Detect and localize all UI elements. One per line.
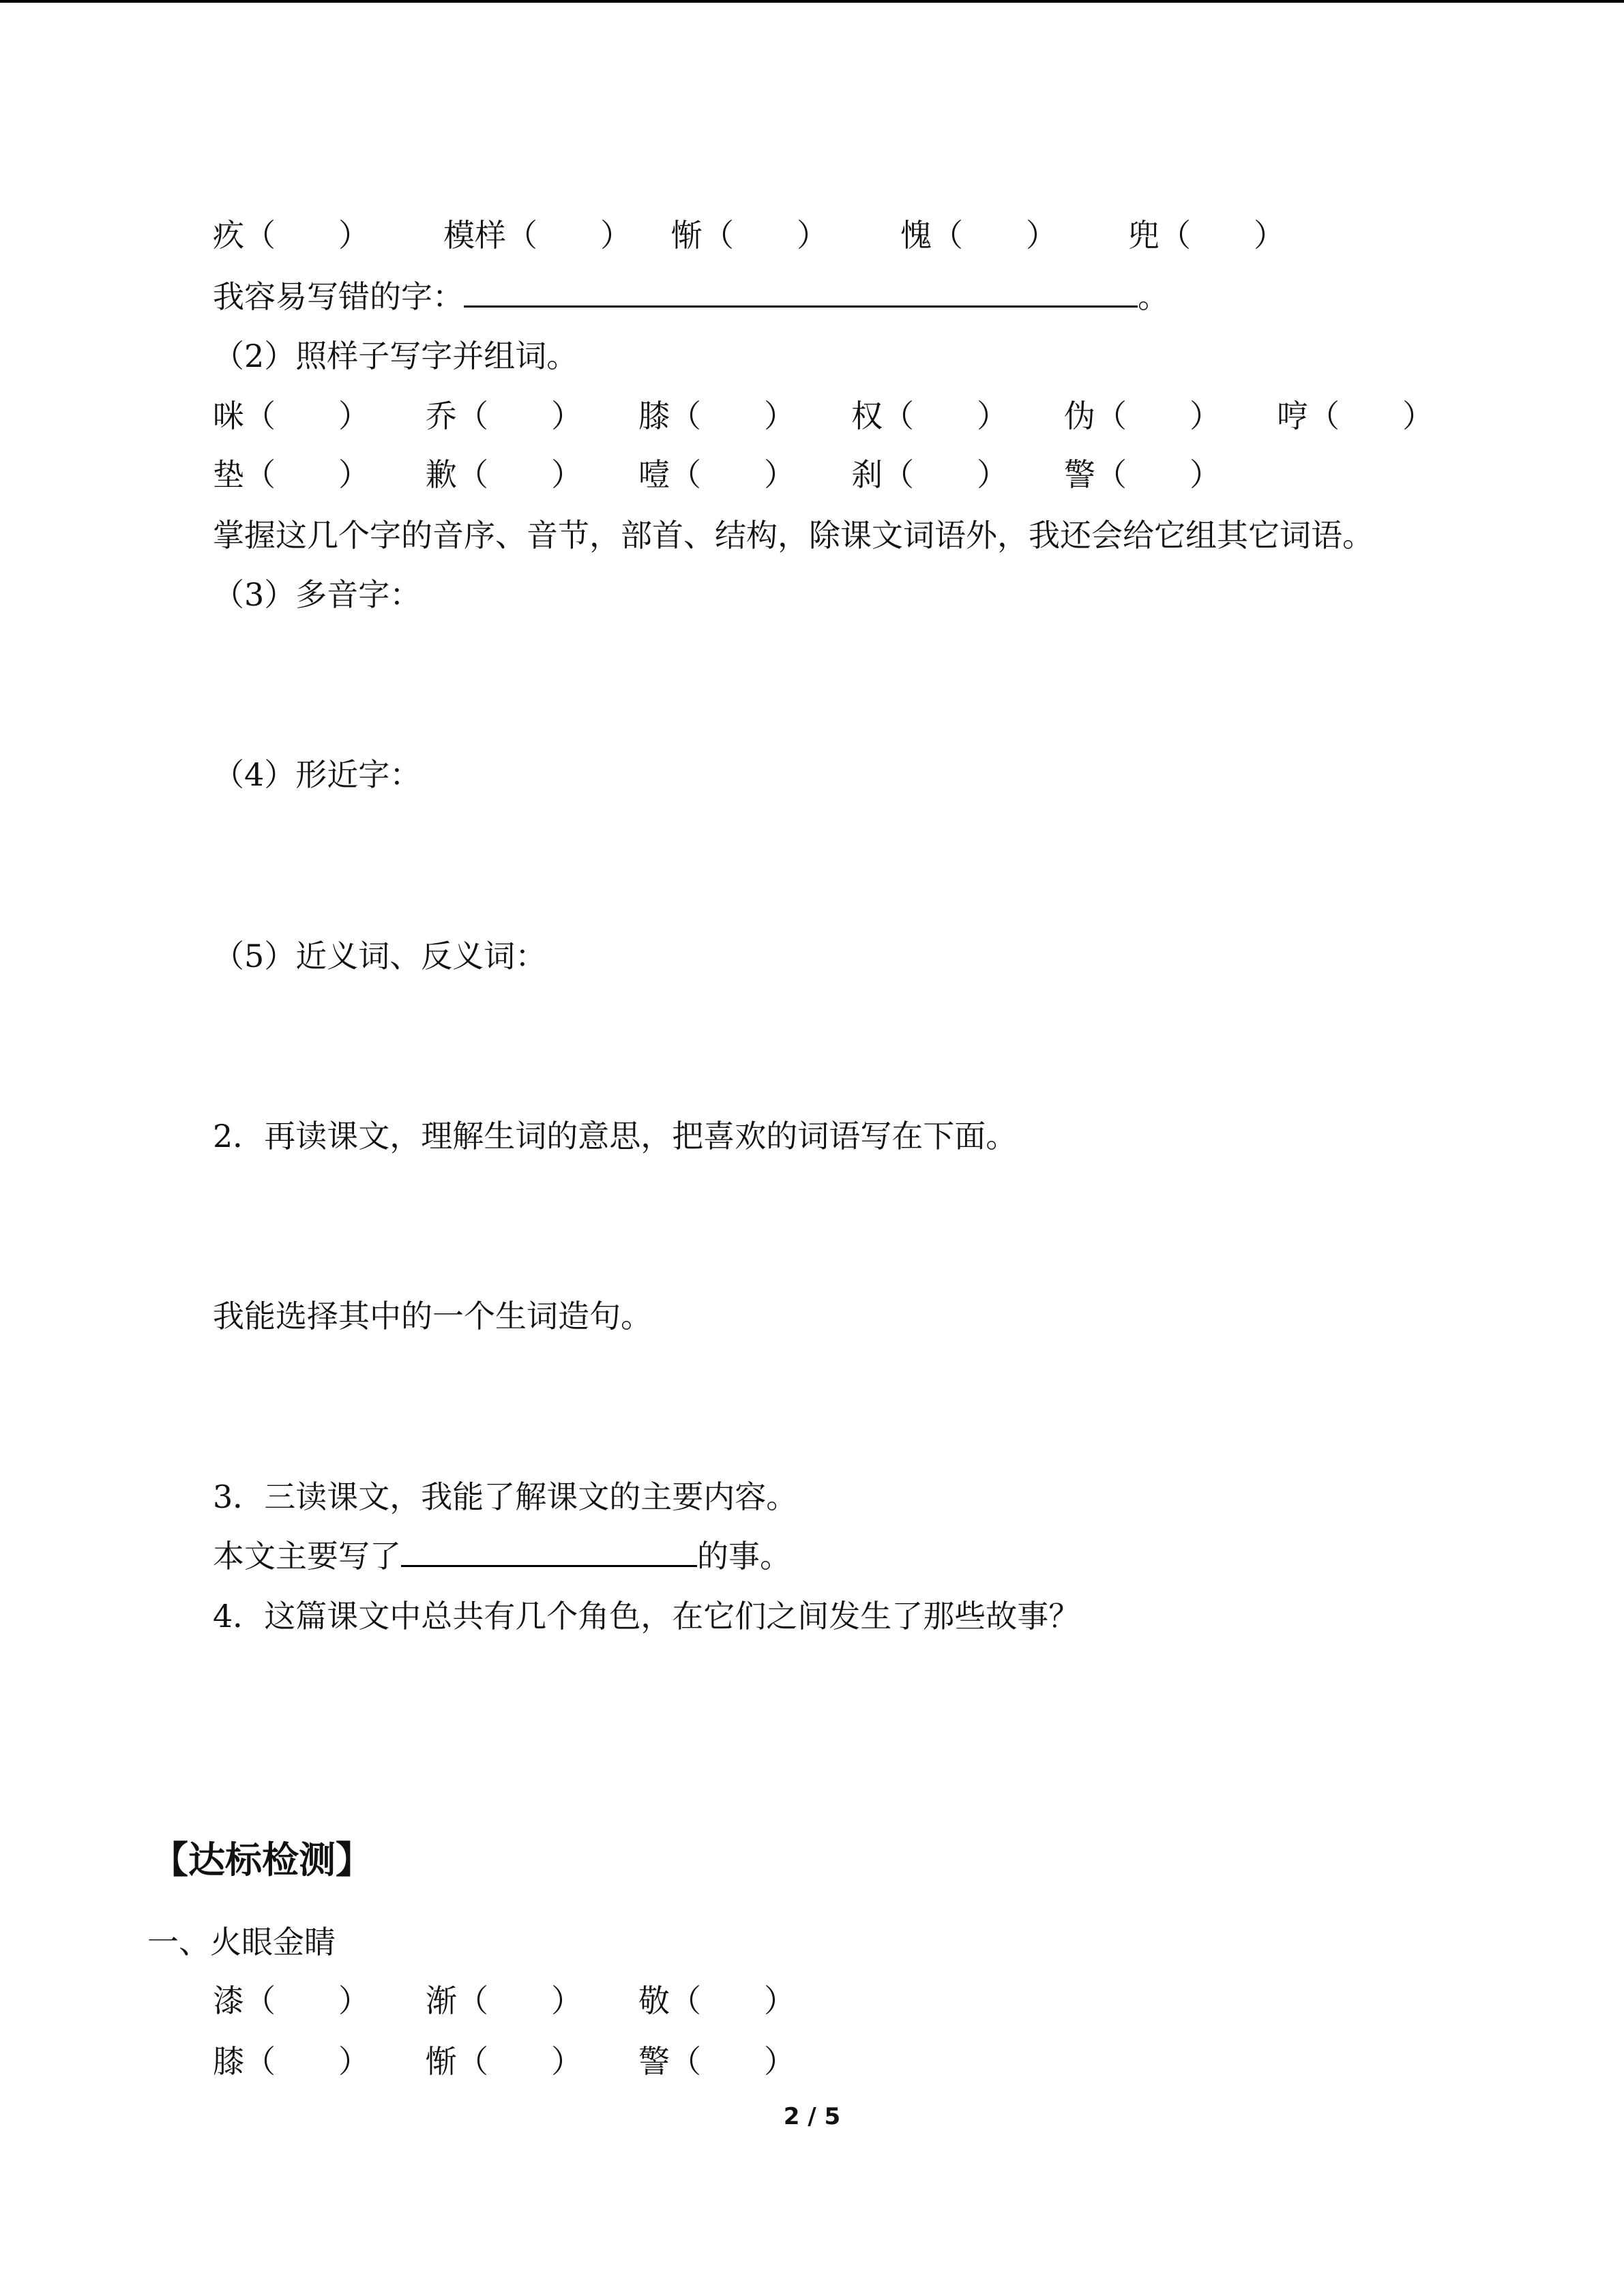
period: 。 <box>1138 278 1169 315</box>
char-blank: 愧（ ） <box>900 217 1057 254</box>
char-blank: 伪（ ） <box>1064 398 1221 434</box>
char-blank: 警（ ） <box>1064 456 1221 493</box>
char-blank: 咪（ ） <box>213 398 370 434</box>
question-4-title: （4）形近字： <box>213 756 422 793</box>
char-blank: 歉（ ） <box>426 456 582 493</box>
task-3: 3．三读课文，我能了解课文的主要内容。 <box>213 1478 798 1515</box>
summary-suffix: 的事。 <box>697 1538 791 1575</box>
error-chars-line <box>213 276 1169 317</box>
error-chars-label: 我容易写错的字： <box>213 278 464 315</box>
task-3-summary-line <box>213 1536 791 1577</box>
char-blank: 惭（ ） <box>426 2043 582 2080</box>
char-blank: 权（ ） <box>851 398 1008 434</box>
char-blank: 警（ ） <box>638 2043 795 2080</box>
question-3-title: （3）多音字： <box>213 576 422 613</box>
char-blank: 噎（ ） <box>638 456 795 493</box>
task-2: 2．再读课文，理解生词的意思，把喜欢的词语写在下面。 <box>213 1118 1018 1154</box>
page-top-border <box>0 0 1624 3</box>
question-5-title: （5）近义词、反义词： <box>213 938 547 974</box>
char-blank: 刹（ ） <box>851 456 1008 493</box>
char-blank: 惭（ ） <box>671 217 828 254</box>
answer-blank-line[interactable] <box>464 277 1138 308</box>
part-1-title: 一、火眼金睛 <box>147 1924 336 1960</box>
char-blank: 膝（ ） <box>638 398 795 434</box>
question-2-title: （2）照样子写字并组词。 <box>213 338 578 374</box>
char-blank: 敬（ ） <box>638 1982 795 2019</box>
section-title: 【达标检测】 <box>151 1838 372 1881</box>
char-blank: 疚（ ） <box>213 217 370 254</box>
char-blank: 膝（ ） <box>213 2043 370 2080</box>
char-blank: 兜（ ） <box>1128 217 1285 254</box>
char-blank: 乔（ ） <box>426 398 582 434</box>
task-2-sentence: 我能选择其中的一个生词造句。 <box>213 1298 652 1335</box>
answer-blank-line[interactable] <box>401 1536 697 1567</box>
char-blank: 漆（ ） <box>213 1982 370 2019</box>
instruction-text: 掌握这几个字的音序、音节，部首、结构，除课文词语外，我还会给它组其它词语。 <box>213 517 1374 554</box>
char-blank: 渐（ ） <box>426 1982 582 2019</box>
task-4: 4．这篇课文中总共有几个角色，在它们之间发生了那些故事？ <box>213 1598 1080 1635</box>
summary-prefix: 本文主要写了 <box>213 1538 401 1575</box>
char-blank: 哼（ ） <box>1277 398 1434 434</box>
char-blank: 垫（ ） <box>213 456 370 493</box>
page-number: 2 / 5 <box>783 2103 841 2130</box>
char-blank: 模样（ ） <box>443 217 632 254</box>
